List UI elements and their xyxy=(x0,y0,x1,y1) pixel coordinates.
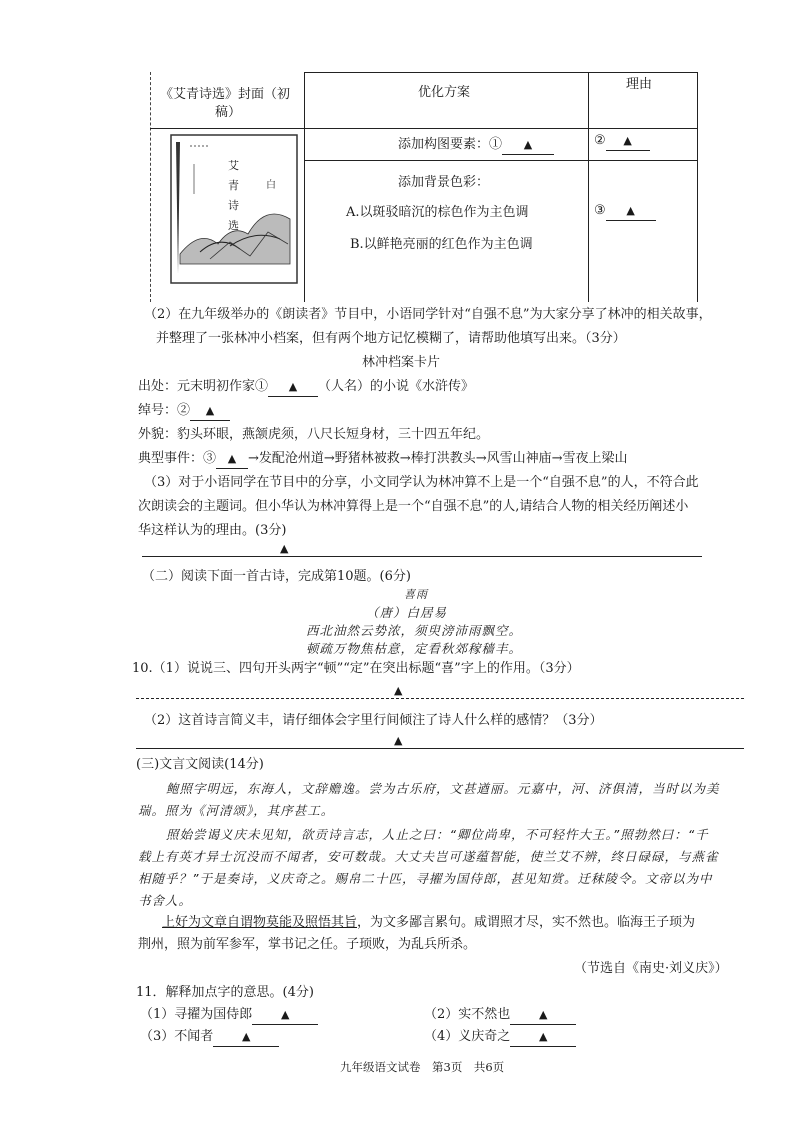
classical-p2-l2: 载上有英才异士沉没而不闻者，安可数哉。大丈夫岂可遂蕴智能，使兰艾不辨，终日碌碌，与燕雀 xyxy=(138,849,719,864)
row1-plan xyxy=(398,136,554,155)
q11-item4 xyxy=(424,1028,576,1047)
poem-title: 喜雨 xyxy=(404,588,428,601)
classical-p1-l2: 瑞。照为《河清颂》，其序甚工。 xyxy=(138,803,335,818)
card-source xyxy=(138,378,474,397)
answer-line[interactable] xyxy=(136,698,744,699)
q11-item2 xyxy=(424,1006,576,1025)
table-header-reason: 理由 xyxy=(626,77,653,92)
row1-reason xyxy=(594,132,650,151)
answer-marker: ▲ xyxy=(280,542,289,555)
row2-reason xyxy=(594,202,656,221)
classical-p3-l1 xyxy=(162,914,695,932)
book-cover-title: 艾青诗选 xyxy=(228,159,239,232)
card-events xyxy=(138,450,627,469)
table-header-cover-2: 稿） xyxy=(215,105,242,120)
answer-blank[interactable]: ▲ xyxy=(268,378,318,397)
answer-blank[interactable]: ▲ xyxy=(213,1028,279,1047)
table-header-cover: 《艾青诗选》封面（初 xyxy=(160,87,291,102)
answer-marker: ▲ xyxy=(394,734,403,747)
classical-p3-l2: 荆州，照为前军参军，掌书记之任。子顼败，为乱兵所杀。 xyxy=(138,937,477,952)
answer-blank[interactable]: ▲ xyxy=(510,1028,576,1047)
row2-plan-title: 添加背景色彩： xyxy=(398,175,490,190)
table-left-border xyxy=(150,72,151,302)
q11-item3-label: （3）不闻者 xyxy=(140,1029,214,1044)
q3-line2: 次朗读会的主题词。但小华认为林冲算得上是一个“自强不息”的人,请结合人物的相关经历阐述小 xyxy=(138,499,689,514)
q2-line1: （2）在九年级举办的《朗读者》节目中，小语同学针对“自强不息”为大家分享了林冲的相关故事， xyxy=(144,307,712,322)
q11-item3 xyxy=(140,1028,279,1047)
book-cover-image xyxy=(170,134,298,284)
q3-line3: 华这样认为的理由。(3分) xyxy=(138,523,287,538)
answer-line[interactable] xyxy=(142,556,702,557)
q11-item1-label: （1）寻擢为国侍郎 xyxy=(140,1007,253,1022)
table-header-plan: 优化方案 xyxy=(418,85,471,100)
table-col-divider-2 xyxy=(588,72,589,302)
classical-p3-l1-rest: ，为文多鄙言累句。咸谓照才尽，实不然也。临海王子顼为 xyxy=(357,915,696,930)
answer-blank[interactable]: ▲ xyxy=(606,202,656,221)
q2-line2: 并整理了一张林冲小档案，但有两个地方记忆模糊了，请帮助他填写出来。（3分） xyxy=(156,331,626,346)
card-source-prefix: 出处：元末明初作家① xyxy=(138,379,269,394)
poem-section-heading: （二）阅读下面一首古诗，完成第10题。(6分) xyxy=(142,569,411,584)
answer-blank[interactable]: ▲ xyxy=(510,1006,576,1025)
card-title: 林冲档案卡片 xyxy=(362,355,441,370)
row1-reason-label: ② xyxy=(594,133,606,148)
table-row-divider xyxy=(304,160,697,161)
table-header-divider xyxy=(150,128,697,129)
classical-p2-l3: 相随乎？”于是奏诗，义庆奇之。赐帛二十匹，寻擢为国侍郎，甚见知赏。迁秣陵令。文帝以为中 xyxy=(138,871,713,886)
svg-text:白: 白 xyxy=(266,180,276,191)
table-right-border xyxy=(697,72,698,302)
card-source-suffix: （人名）的小说《水浒传》 xyxy=(318,379,475,394)
classical-p2-l4: 书舍人。 xyxy=(138,893,193,908)
q10-part2: （2）这首诗言简义丰，请仔细体会字里行间倾注了诗人什么样的感情？（3分） xyxy=(144,713,603,728)
answer-blank[interactable]: ▲ xyxy=(252,1006,318,1025)
answer-blank[interactable]: ▲ xyxy=(190,402,230,421)
answer-line[interactable] xyxy=(136,748,744,749)
poem-line1: 西北油然云势浓，须臾滂沛雨飘空。 xyxy=(306,623,523,638)
q10-part1: 10.（1）说说三、四句开头两字“顿”“定”在突出标题“喜”字上的作用。（3分） xyxy=(132,661,580,676)
q11-item1 xyxy=(140,1006,318,1025)
row2-option-a: A.以斑驳暗沉的棕色作为主色调 xyxy=(346,205,529,220)
card-nickname xyxy=(138,402,230,421)
table-top-border xyxy=(304,72,697,73)
q11-item2-label: （2）实不然也 xyxy=(424,1007,511,1022)
row1-plan-label: 添加构图要素：① xyxy=(398,137,503,152)
row2-reason-label: ③ xyxy=(594,203,606,218)
q3-line1: （3）对于小语同学在节目中的分享，小文同学认为林冲算不上是一个“自强不息”的人，不符合此 xyxy=(144,475,699,490)
q11-heading: 11．解释加点字的意思。(4分) xyxy=(136,985,314,1000)
row2-option-b: B.以鲜艳亮丽的红色作为主色调 xyxy=(350,237,533,252)
table-col-divider-1 xyxy=(304,72,305,302)
card-appearance: 外貌：豹头环眼，燕颔虎须，八尺长短身材，三十四五年纪。 xyxy=(138,427,490,442)
card-events-prefix: 典型事件：③ xyxy=(138,451,217,466)
classical-source: （节选自《南史·刘义庆》） xyxy=(574,961,728,976)
answer-blank[interactable]: ▲ xyxy=(216,450,248,469)
poem-author: （唐）白居易 xyxy=(366,605,448,620)
poem-line2: 顿疏万物焦枯意，定看秋郊稼穑丰。 xyxy=(306,641,523,656)
answer-blank[interactable]: ▲ xyxy=(606,132,650,151)
classical-p2-l1: 照始尝谒义庆未见知，欲贡诗言志，人止之曰：“卿位尚卑，不可轻忤大王。”照勃然曰：“千 xyxy=(166,827,709,842)
page-footer: 九年级语文试卷 第3页 共6页 xyxy=(340,1060,505,1074)
classical-heading: (三)文言文阅读(14分) xyxy=(136,757,264,772)
classical-underlined-sentence: 上好为文章自谓物莫能及照悟其旨 xyxy=(162,915,358,930)
classical-p1-l1: 鲍照字明远，东海人，文辞赡逸。尝为古乐府，文甚遒丽。元嘉中，河、济俱清，当时以为美 xyxy=(166,781,720,796)
card-events-suffix: →发配沧州道→野猪林被救→棒打洪教头→风雪山神庙→雪夜上梁山 xyxy=(248,451,628,466)
card-nickname-prefix: 绰号：② xyxy=(138,403,191,418)
q11-item4-label: （4）义庆奇之 xyxy=(424,1029,511,1044)
answer-blank[interactable]: ▲ xyxy=(502,136,554,155)
answer-marker: ▲ xyxy=(394,684,403,697)
